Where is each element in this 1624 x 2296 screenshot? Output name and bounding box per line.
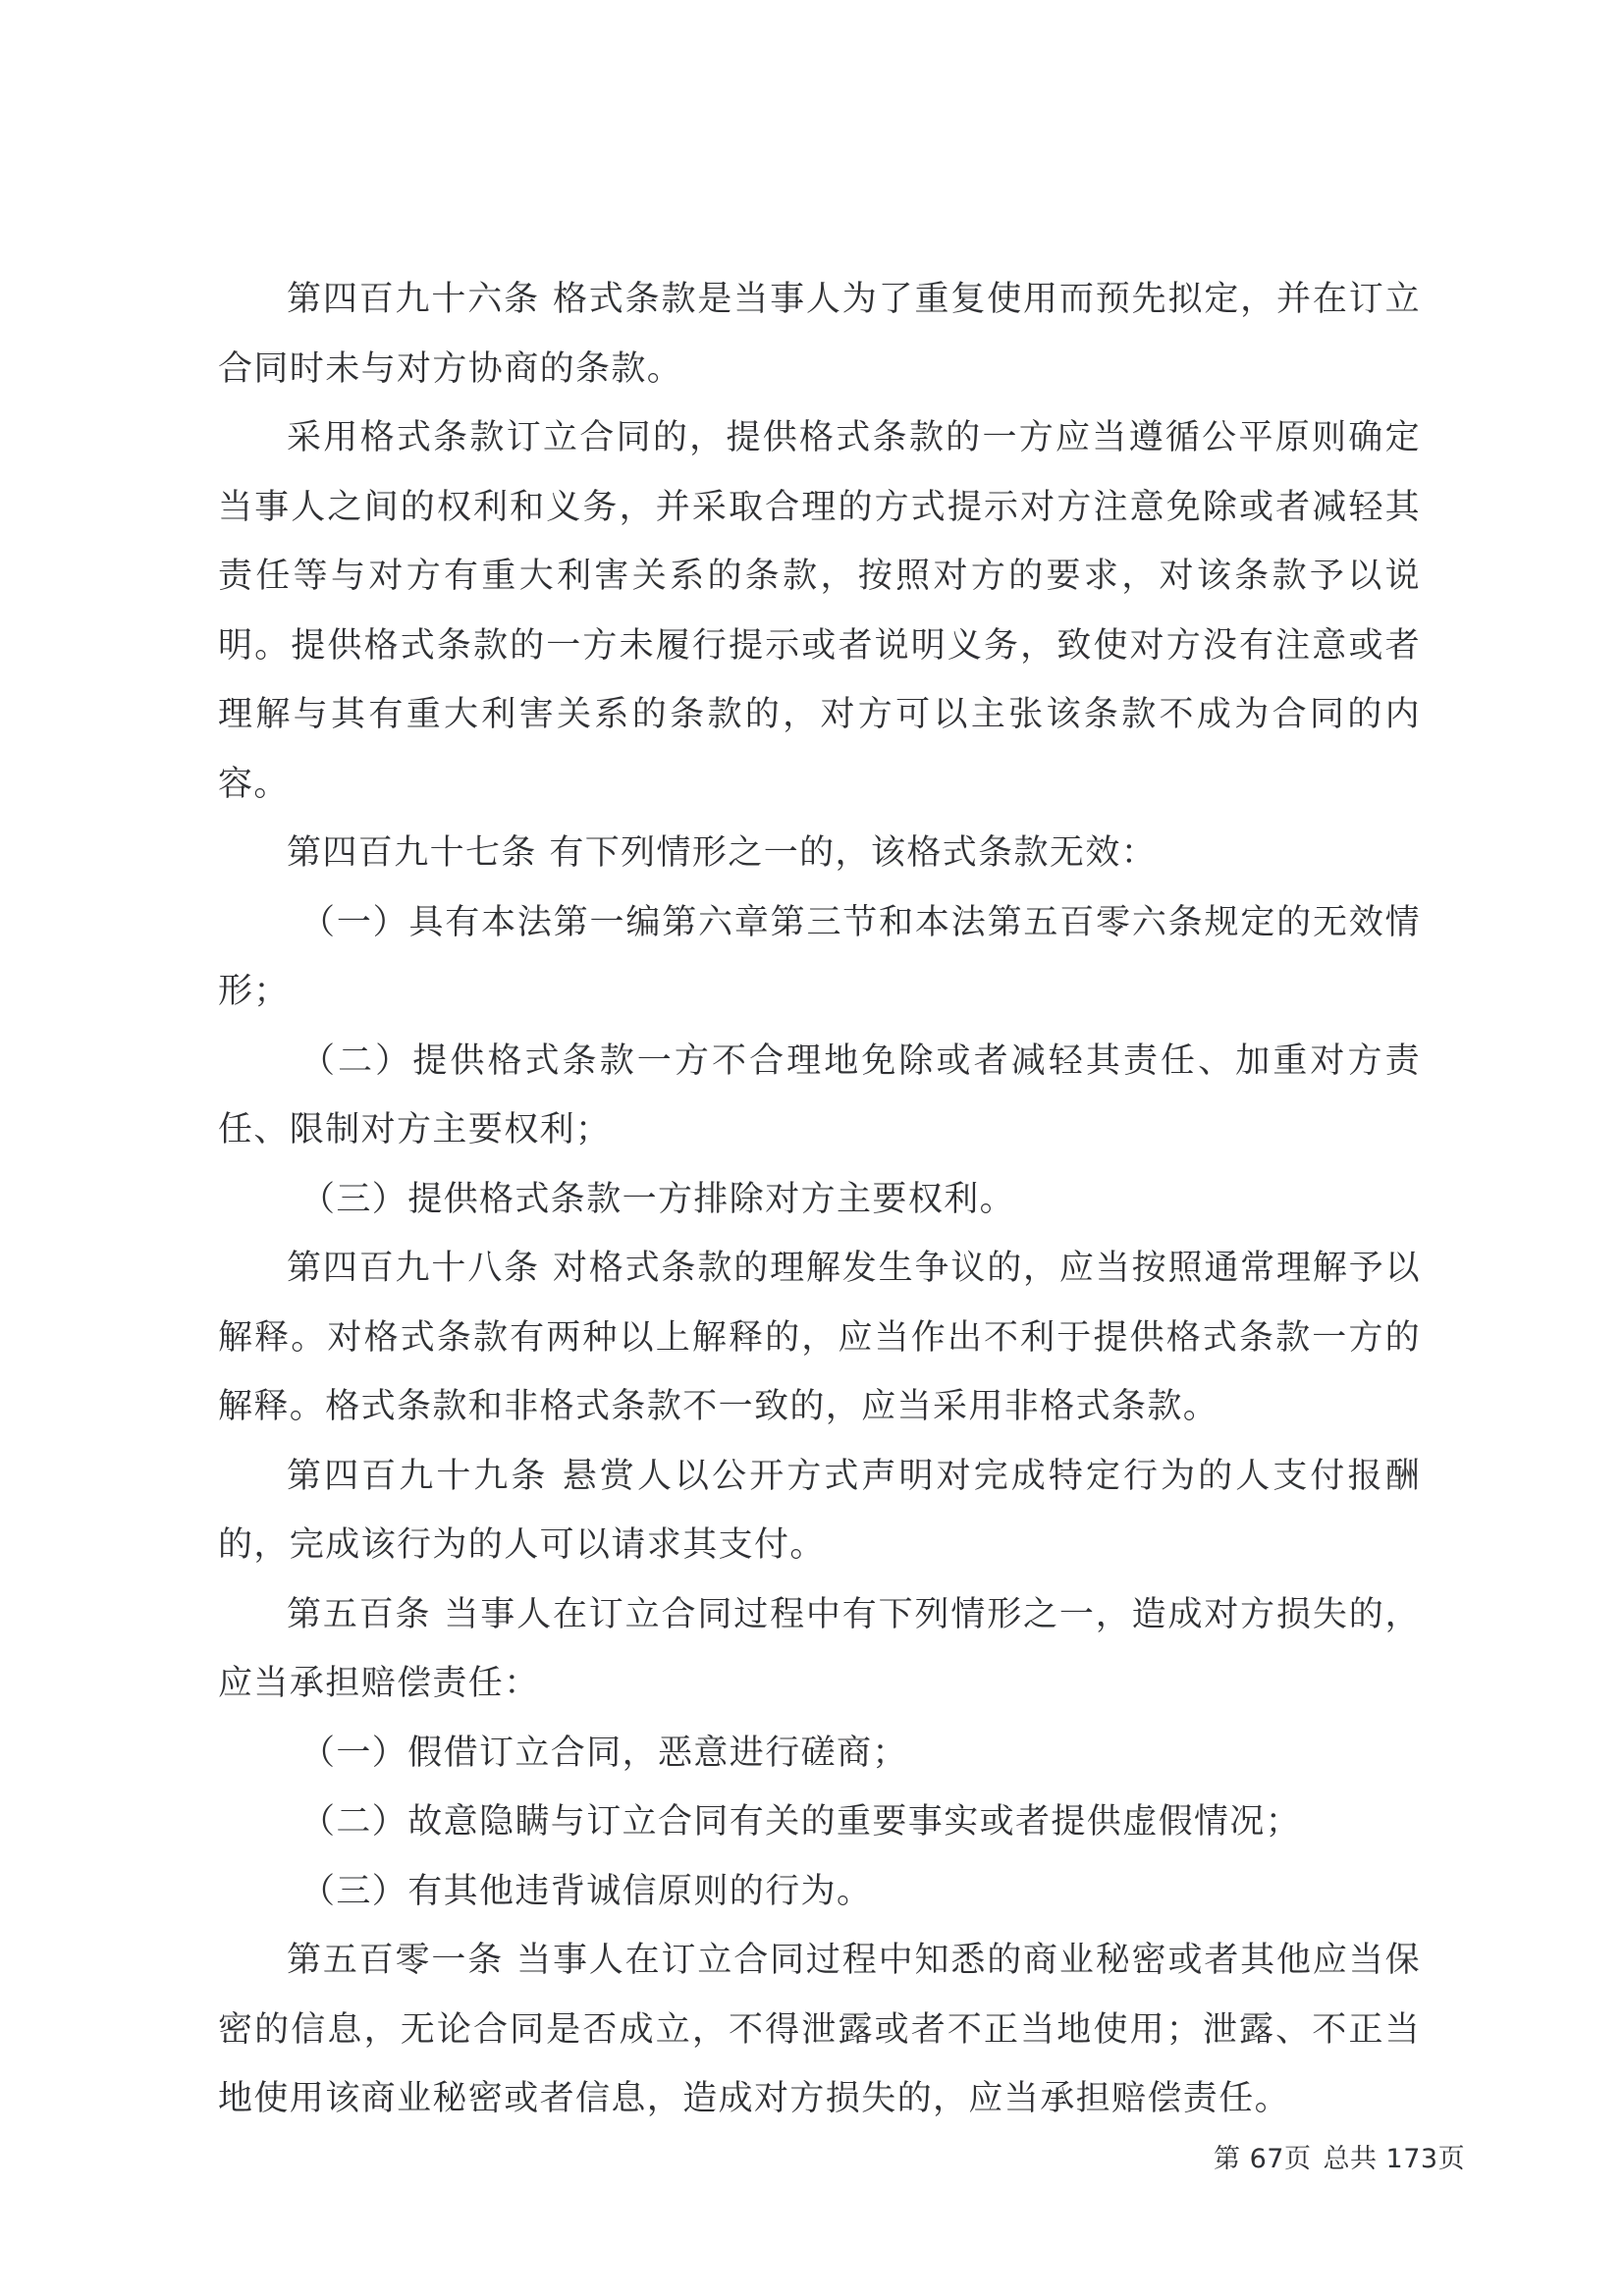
- document-body: [218, 265, 1421, 2134]
- article-501: 第五百零一条 当事人在订立合同过程中知悉的商业秘密或者其他应当保密的信息，无论合同是否成立，不得泄露或者不正当地使用；泄露、不正当地使用该商业秘密或者信息，造成对方损失的，应当承担赔偿责任。: [218, 1941, 1421, 2118]
- article-497-item-1: （一）具有本法第一编第六章第三节和本法第五百零六条规定的无效情形；: [218, 902, 1421, 1011]
- article-500-item-1: （一）假借订立合同，恶意进行磋商；: [300, 1733, 908, 1773]
- total-pages: 总共 173页: [1323, 2144, 1466, 2174]
- article-500-item-3: （三）有其他违背诚信原则的行为。: [300, 1871, 873, 1911]
- article-499: 第四百九十九条 悬赏人以公开方式声明对完成特定行为的人支付报酬的，完成该行为的人可以请求其支付。: [218, 1456, 1421, 1565]
- article-496-paragraph-2: 采用格式条款订立合同的，提供格式条款的一方应当遵循公平原则确定当事人之间的权利和义务，并采取合理的方式提示对方注意免除或者减轻其责任等与对方有重大利害关系的条款，按照对方的要求，对该条款予以说明。提供格式条款的一方未履行提示或者说明义务，致使对方没有注意或者理解与其有重大利害关系的条款的，对方可以主张该条款不成为合同的内容。: [218, 418, 1421, 804]
- current-page-number: 第 67页: [1214, 2144, 1312, 2174]
- article-497: 第四百九十七条 有下列情形之一的，该格式条款无效：: [287, 833, 1158, 873]
- article-497-item-3: （三）提供格式条款一方排除对方主要权利。: [300, 1179, 1016, 1219]
- page-footer: [1214, 2142, 1465, 2177]
- article-496: 第四百九十六条 格式条款是当事人为了重复使用而预先拟定，并在订立合同时未与对方协商的条款。: [218, 280, 1421, 389]
- article-498: 第四百九十八条 对格式条款的理解发生争议的，应当按照通常理解予以解释。对格式条款有两种以上解释的，应当作出不利于提供格式条款一方的解释。格式条款和非格式条款不一致的，应当采用非格式条款。: [218, 1249, 1421, 1426]
- article-497-item-2: （二）提供格式条款一方不合理地免除或者减轻其责任、加重对方责任、限制对方主要权利；: [218, 1041, 1421, 1149]
- article-500-item-2: （二）故意隐瞒与订立合同有关的重要事实或者提供虚假情况；: [300, 1802, 1302, 1842]
- article-500: 第五百条 当事人在订立合同过程中有下列情形之一，造成对方损失的，应当承担赔偿责任：: [218, 1594, 1421, 1703]
